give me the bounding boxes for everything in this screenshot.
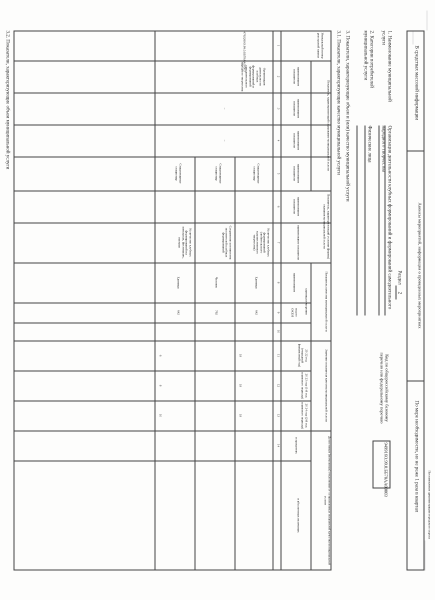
- top-note: Постановление администрации городского округа: [427, 470, 431, 539]
- row3-indicator: Количество клубных формирований на конкурсах, фестивалях, смотрах: [177, 226, 192, 258]
- col-number: 11: [276, 353, 280, 357]
- subhead-name-2: наименование показателя: [292, 98, 300, 118]
- service-name-value: Организация деятельности клубных формирований и формирований самодеятельного народного творчества: [380, 125, 391, 309]
- col-number: 2: [276, 75, 280, 77]
- row3-okei: 642: [176, 309, 180, 315]
- col-number: 8: [276, 281, 280, 283]
- col-conditions-header: Показатель, характеризующий условия (формы) оказания муниципальной услуги: [322, 193, 330, 259]
- row3-condition: Стационарные стационар: [174, 163, 182, 183]
- col-number: 14: [276, 443, 280, 447]
- section-number: 2: [395, 285, 401, 299]
- subhead-year-3: 20 24 год (2-й год планового периода): [300, 401, 308, 429]
- section-title: [395, 270, 401, 299]
- col-number: 4: [276, 139, 280, 141]
- consumer-category-label: 2. Категории потребителей муниципальной услуги: [362, 30, 373, 88]
- col-values-header: Значение показателя качества муниципальной услуги: [324, 348, 328, 422]
- row2-unit: Человек: [214, 276, 218, 288]
- col-unique-number-header: Уникальный номер реестровой записи: [316, 32, 324, 58]
- row1-year2: 18: [238, 383, 242, 387]
- col-number: 3: [276, 107, 280, 109]
- col-content-header: Показатель, характеризующий содержание муниципальной услуги: [326, 79, 330, 171]
- col-deviation-header: Допустимые (возможные) отклонения от установленных показателей качества муниципальной услуги: [323, 435, 331, 565]
- service-name-label: 1. Наименование муниципальной услуги: [380, 30, 391, 102]
- subhead-okei: код по ОКЕИ: [290, 307, 298, 317]
- subhead-name-4: наименование показателя: [292, 163, 300, 183]
- col-number: 10: [276, 329, 280, 333]
- subhead-name-3: наименование показателя: [292, 130, 300, 150]
- row1-condition: Стационарные стационар: [252, 163, 260, 183]
- row1-unit: Единица: [254, 276, 258, 288]
- subhead-absolute: в абсолютных величинах: [296, 497, 300, 533]
- row3-year3: 10: [158, 413, 162, 417]
- row-unique-number: 4763260О.99.0.ББ78АА00003: [242, 31, 246, 72]
- col-quality-header: Показатель качества муниципальной услуги: [324, 270, 328, 332]
- subhead-percent: в процентах: [294, 436, 298, 454]
- row1-okei: 642: [254, 309, 258, 315]
- col-number: 9: [276, 311, 280, 313]
- row1-year3: 18: [238, 413, 242, 417]
- row2-okei: 792: [214, 309, 218, 315]
- row2-condition: Стационарные стационар: [214, 163, 222, 183]
- base-list-code-value: 949916О.99.0.ББ78АА00003: [383, 442, 388, 497]
- header-row-col1: В средствах массовой информации: [413, 45, 418, 120]
- volume-indicators-label: 3.2. Показатели, характеризующие объем муниципальной услуги: [4, 30, 9, 169]
- col-number: 7: [276, 241, 280, 243]
- row1-year1: 18: [238, 353, 242, 357]
- col-number: 13: [276, 413, 280, 417]
- subhead-indicator-name: наименование показателя: [296, 224, 300, 260]
- header-row-col2: Анонсы мероприятий, информация о проведенных мероприятиях: [417, 202, 422, 328]
- subhead-year-1: 20 22 год (очередной финансовый год): [296, 343, 308, 367]
- row3-year2: 8: [158, 384, 162, 386]
- quality-table: [13, 30, 331, 570]
- row3-year1: 6: [158, 354, 162, 356]
- col-number: 12: [276, 383, 280, 387]
- base-list-code-label: Код по общероссийскому базовому перечню или федеральному перечню: [379, 352, 389, 423]
- section-title-label: Раздел: [396, 270, 401, 285]
- quality-indicators-label: 3.1. Показатели, характеризующие качество муниципальной услуги: [335, 30, 340, 175]
- row-dash-1: –: [222, 107, 226, 109]
- row2-indicator: Сохранение контингента посетителей клубных формирований: [220, 225, 232, 259]
- row1-indicator: Количество клубных формирований (любительского художественного творчества): [251, 227, 270, 257]
- col-number: 5: [276, 172, 280, 174]
- indicators-label: 3. Показатели, характеризующие объем и (или) качество муниципальной услуги: [344, 30, 349, 202]
- subhead-unit-name: наименование: [292, 272, 296, 292]
- subhead-name-5: наименование показателя: [292, 196, 300, 216]
- subhead-unit: единица измерения: [304, 287, 308, 315]
- header-row-col3: По мере необходимости, но не реже 1 раза в квартал: [413, 400, 418, 512]
- row-content-name: Организация деятельности клубных формирований и формирований самодеятельного народного творчества: [240, 61, 266, 91]
- subhead-year-2: 20 23 год (1-й год планового периода): [300, 371, 308, 399]
- col-number: 1: [276, 44, 280, 46]
- consumer-category-value: Физические лица: [366, 125, 371, 162]
- subhead-name-1: наименование показателя: [292, 66, 300, 86]
- row-dash-2: –: [222, 139, 226, 141]
- row3-unit: Единица: [176, 276, 180, 288]
- col-number: 6: [276, 205, 280, 207]
